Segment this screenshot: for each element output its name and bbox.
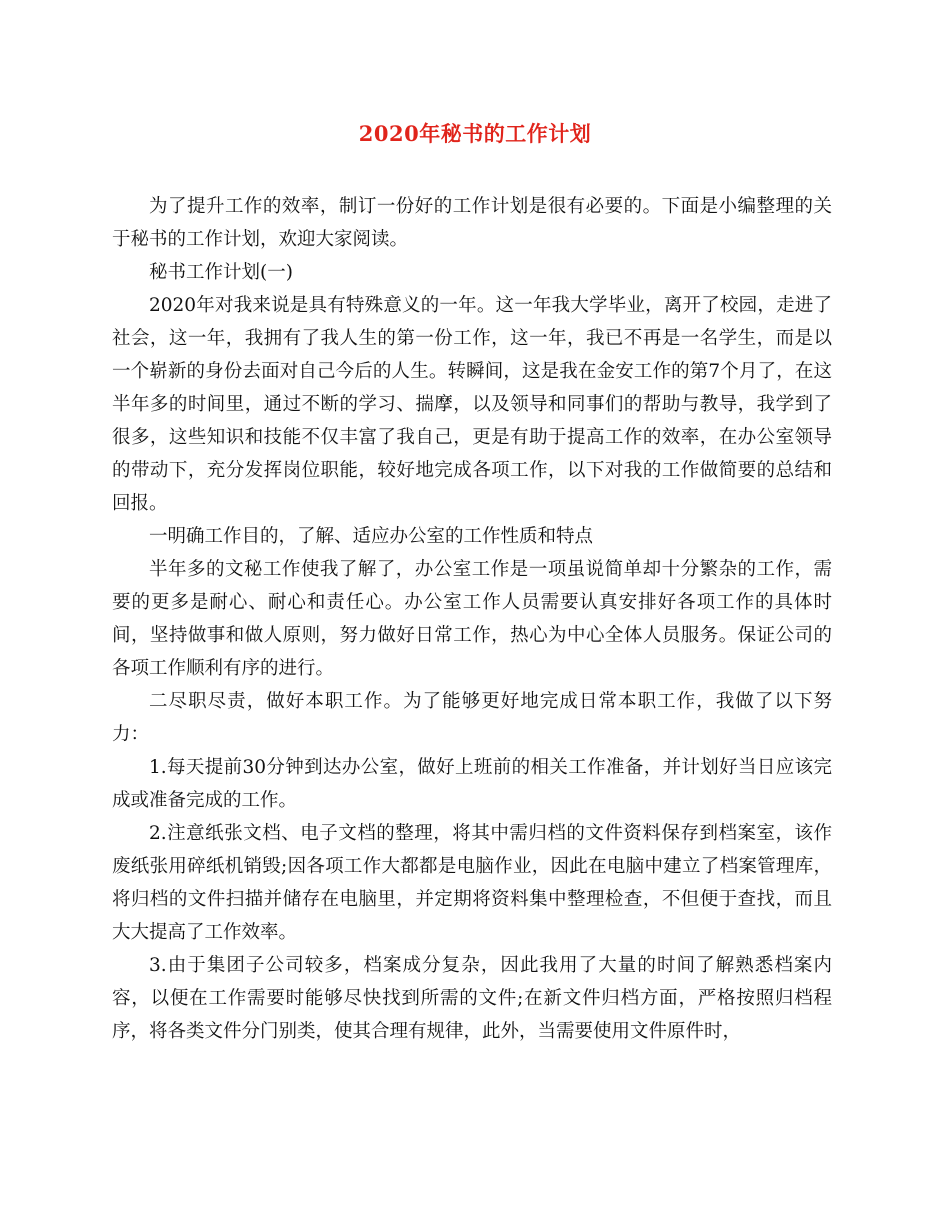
document-body bbox=[112, 190, 832, 1048]
section-heading-purpose: 一明确工作目的，了解、适应办公室的工作性质和特点 bbox=[149, 526, 594, 547]
section-heading-plan-1: 秘书工作计划(一) bbox=[149, 262, 293, 283]
list-item-1: 1.每天提前30分钟到达办公室，做好上班前的相关工作准备，并计划好当日应该完成或准备完成的工作。 bbox=[112, 757, 832, 811]
list-item-2: 2.注意纸张文档、电子文档的整理，将其中需归档的文件资料保存到档案室，该作废纸张用碎纸机销毁;因各项工作大都都是电脑作业，因此在电脑中建立了档案管理库，将归档的文件扫描并储存在电脑里，并定期将资料集中整理检查，不但便于查找，而且大大提高了工作效率。 bbox=[112, 823, 832, 943]
paragraph-office-work: 半年多的文秘工作使我了解了，办公室工作是一项虽说简单却十分繁杂的工作，需要的更多是耐心、耐心和责任心。办公室工作人员需要认真安排好各项工作的具体时间，坚持做事和做人原则，努力做好日常工作，热心为中心全体人员服务。保证公司的各项工作顺利有序的进行。 bbox=[112, 559, 832, 679]
paragraph-intro: 为了提升工作的效率，制订一份好的工作计划是很有必要的。下面是小编整理的关于秘书的工作计划，欢迎大家阅读。 bbox=[112, 196, 832, 250]
document-title: 2020年秘书的工作计划 bbox=[358, 121, 592, 146]
section-heading-duties: 二尽职尽责，做好本职工作。为了能够更好地完成日常本职工作，我做了以下努力： bbox=[112, 691, 832, 745]
list-item-3: 3.由于集团子公司较多，档案成分复杂，因此我用了大量的时间了解熟悉档案内容，以便在工作需要时能够尽快找到所需的文件;在新文件归档方面，严格按照归档程序，将各类文件分门别类，使其合理有规律，此外，当需要使用文件原件时， bbox=[112, 955, 832, 1042]
paragraph-year-summary: 2020年对我来说是具有特殊意义的一年。这一年我大学毕业，离开了校园，走进了社会，这一年，我拥有了我人生的第一份工作，这一年，我已不再是一名学生，而是以一个崭新的身份去面对自己今后的人生。转瞬间，这是我在金安工作的第7个月了，在这半年多的时间里，通过不断的学习、揣摩，以及领导和同事们的帮助与教导，我学到了很多，这些知识和技能不仅丰富了我自己，更是有助于提高工作的效率，在办公室领导的带动下，充分发挥岗位职能，较好地完成各项工作，以下对我的工作做简要的总结和回报。 bbox=[112, 295, 832, 514]
